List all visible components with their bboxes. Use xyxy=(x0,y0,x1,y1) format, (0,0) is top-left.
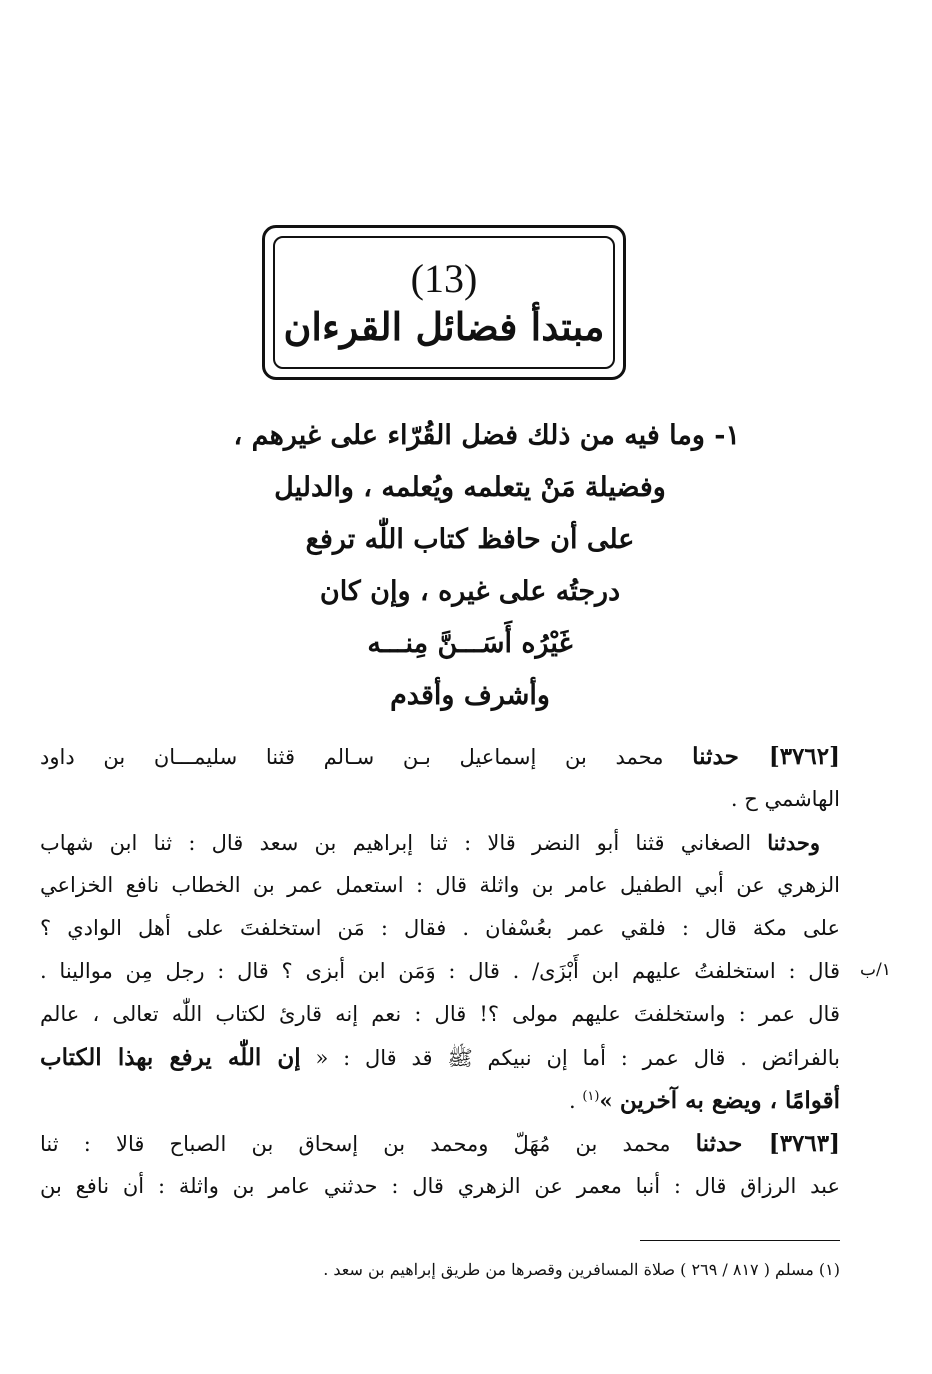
text-line-10 xyxy=(40,1122,840,1165)
chapter-title-inner-frame xyxy=(273,236,615,369)
text-line-8 xyxy=(40,1036,840,1079)
footnote-marker: (١) xyxy=(582,1089,600,1104)
heading-line-5: غَيْرُه أَسَـــنَّ مِنـــه xyxy=(367,628,573,659)
hadith-number-3762: [٣٧٦٢] حدثنا xyxy=(692,743,840,770)
text-line-5: على مكة قال : فلقي عمر بعُسْفان . فقال : مَن استخلفتَ على أهل الوادي ؟ xyxy=(40,916,840,940)
text-line-3-rest: الصغاني قثنا أبو النضر قالا : ثنا إبراهيم بن سعد قال : ثنا ابن شهاب xyxy=(40,831,768,855)
footnote: (١) مسلم ( ٨١٧ / ٢٦٩ ) صلاة المسافرين وقصرها من طريق إبراهيم بن سعد . xyxy=(323,1260,840,1279)
text-line-8-normal: بالفرائض . قال عمر : أما إن نبيكم ﷺ قد قال : « xyxy=(300,1046,840,1070)
text-line-9-bold: أقوامًا ، ويضع به آخرين xyxy=(619,1087,840,1114)
chapter-title-frame xyxy=(262,225,626,380)
text-line-2: الهاشمي ح . xyxy=(730,787,840,811)
manuscript-folio-note: ١/ب xyxy=(860,960,891,980)
footnote-divider xyxy=(640,1240,840,1241)
text-line-9-tail: . xyxy=(568,1089,583,1113)
text-line-3-bold: وحدثنا xyxy=(767,830,820,855)
text-line-11: عبد الرزاق قال : أنبا معمر عن الزهري قال : حدثني عامر بن واثلة : أن نافع بن xyxy=(40,1174,840,1198)
heading-line-2: وفضيلة مَنْ يتعلمه ويُعلمه ، والدليل xyxy=(274,472,666,503)
heading-line-6: وأشرف وأقدم xyxy=(390,680,550,711)
text-line-7: قال عمر : واستخلفتَ عليهم مولى ؟! قال : نعم إنه قارئ لكتاب اللّٰه تعالى ، عالم xyxy=(40,1002,840,1026)
heading-line-3: على أن حافظ كتاب اللّٰه ترفع xyxy=(305,524,635,555)
text-line-6: قال : استخلفتُ عليهم ابن أَبْزَى/ . قال : وَمَن ابن أبزى ؟ قال : رجل مِن موالينا . xyxy=(40,959,840,983)
heading-line-1: ١- وما فيه من ذلك فضل القُرّاء على غيرهم ، xyxy=(233,420,740,451)
text-line-9-quote-end: » xyxy=(599,1088,620,1113)
text-line-1-rest: محمد بن إسماعيل بـن سـالم قثنا سليمـــان بن داود xyxy=(40,745,693,769)
section-heading xyxy=(200,410,740,722)
text-line-9 xyxy=(40,1079,840,1122)
hadith-text xyxy=(40,735,840,1208)
chapter-number: (13) xyxy=(410,255,478,301)
hadith-number-3763: [٣٧٦٣] حدثنا xyxy=(695,1130,840,1157)
text-line-4: الزهري عن أبي الطفيل عامر بن واثلة قال : استعمل عمر بن الخطاب نافع الخزاعي xyxy=(40,873,840,897)
text-line-10-rest: محمد بن مُهَلّ ومحمد بن إسحاق بن الصباح قالا : ثنا xyxy=(40,1132,696,1156)
chapter-title: مبتدأ فضائل القرءان xyxy=(283,303,605,349)
heading-line-4: درجتُه على غيره ، وإن كان xyxy=(319,576,621,607)
text-line-8-bold: إن اللّٰه يرفع بهذا الكتاب xyxy=(40,1044,301,1071)
text-line-3 xyxy=(40,821,840,864)
text-line-1 xyxy=(40,735,840,778)
